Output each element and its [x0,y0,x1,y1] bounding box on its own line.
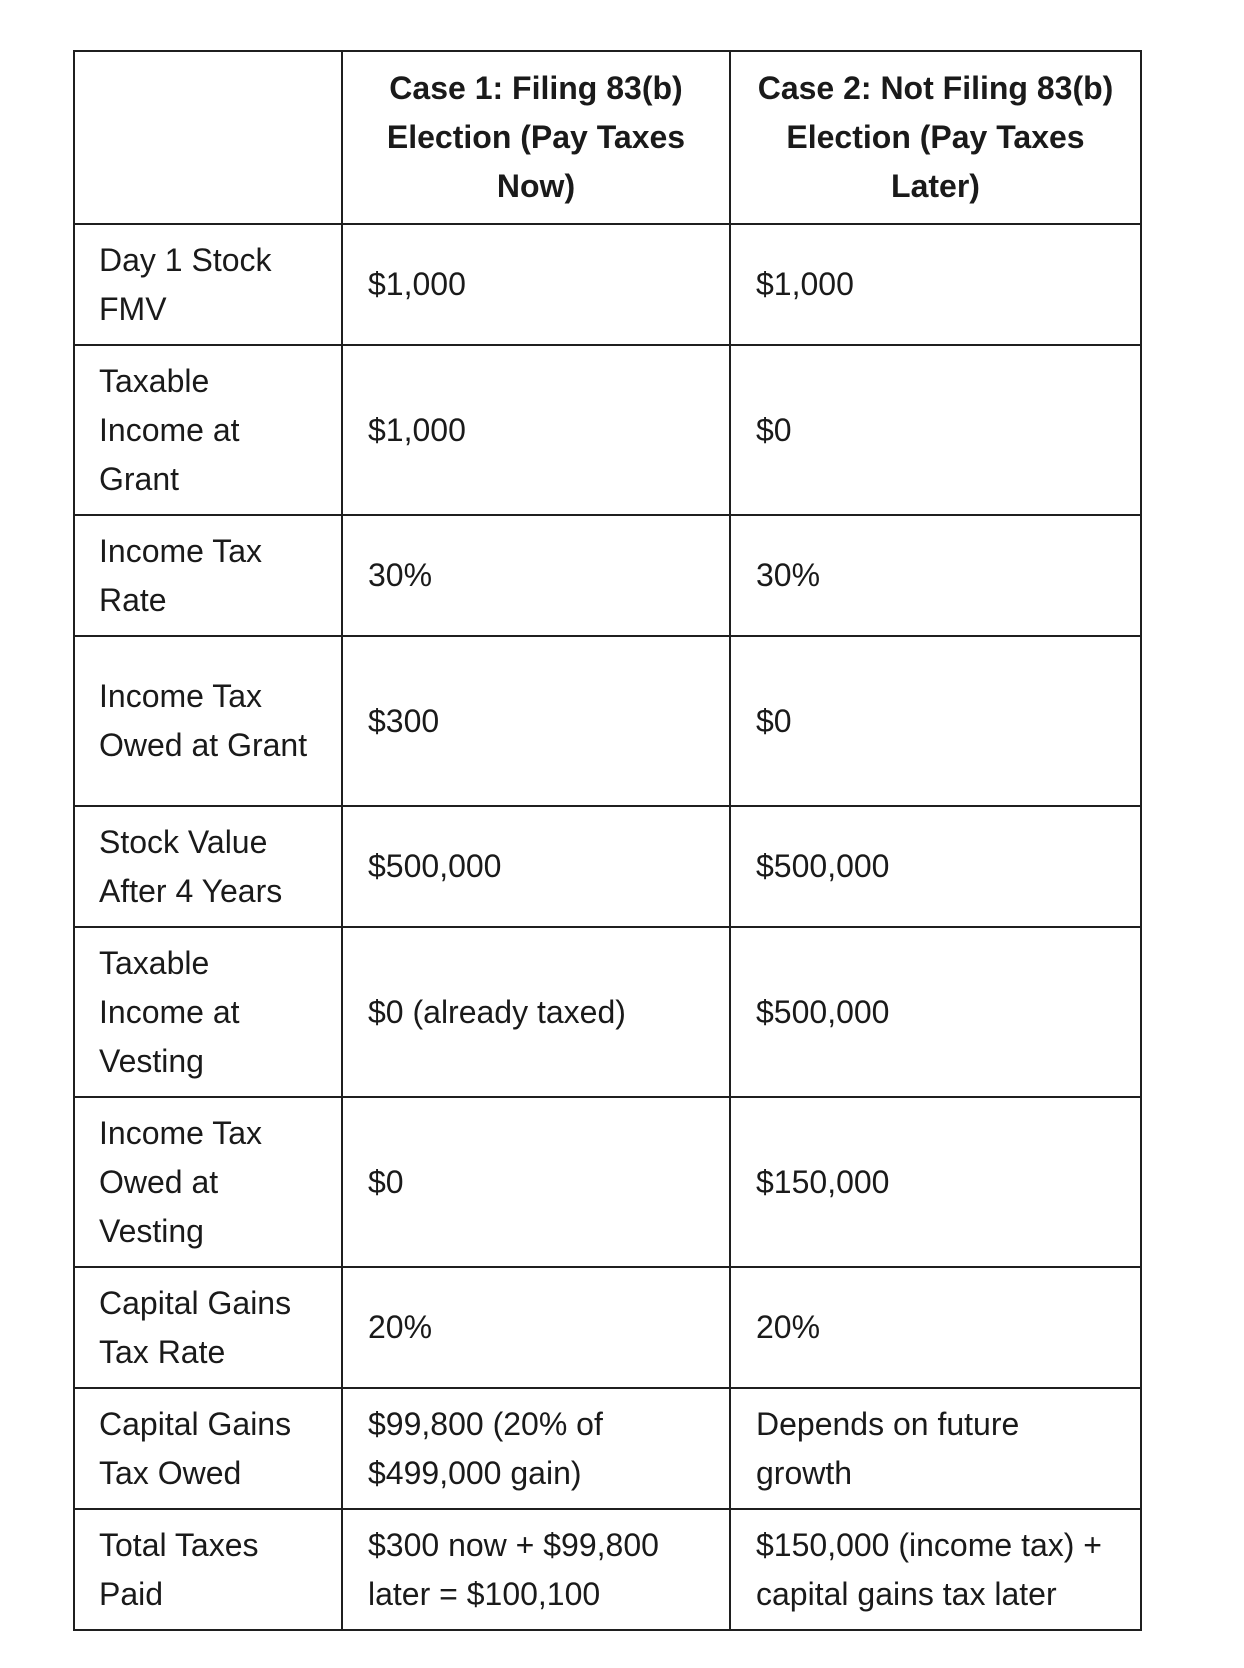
case-1-value: $0 (already taxed) [342,927,730,1097]
case-1-value: $0 [342,1097,730,1267]
row-label: Day 1 Stock FMV [74,224,342,345]
case-2-value: $150,000 (income tax) + capital gains tax later [730,1509,1141,1630]
table-row [74,636,1141,806]
table-row [74,927,1141,1097]
row-label: Income Tax Rate [74,515,342,636]
case-2-value: 30% [730,515,1141,636]
header-case-1: Case 1: Filing 83(b) Election (Pay Taxes Now) [342,51,730,224]
case-1-value: $300 [342,636,730,806]
table-row [74,806,1141,927]
header-case-2: Case 2: Not Filing 83(b) Election (Pay Taxes Later) [730,51,1141,224]
case-2-value: $500,000 [730,927,1141,1097]
case-1-value: 30% [342,515,730,636]
case-2-value: $500,000 [730,806,1141,927]
row-label: Capital Gains Tax Rate [74,1267,342,1388]
table-row [74,1509,1141,1630]
header-row [74,51,1141,224]
table-row [74,224,1141,345]
row-label: Taxable Income at Grant [74,345,342,515]
case-2-value: $0 [730,345,1141,515]
case-1-value: $1,000 [342,345,730,515]
case-2-value: $150,000 [730,1097,1141,1267]
comparison-table [73,50,1142,1631]
header-blank-cell [74,51,342,224]
case-2-value: $1,000 [730,224,1141,345]
row-label: Total Taxes Paid [74,1509,342,1630]
case-1-value: $300 now + $99,800 later = $100,100 [342,1509,730,1630]
case-2-value: 20% [730,1267,1141,1388]
table-row [74,345,1141,515]
table-row [74,1388,1141,1509]
case-1-value: $99,800 (20% of $499,000 gain) [342,1388,730,1509]
case-1-value: 20% [342,1267,730,1388]
row-label: Taxable Income at Vesting [74,927,342,1097]
case-2-value: $0 [730,636,1141,806]
table-row [74,515,1141,636]
row-label: Capital Gains Tax Owed [74,1388,342,1509]
case-1-value: $1,000 [342,224,730,345]
table-row [74,1097,1141,1267]
row-label: Stock Value After 4 Years [74,806,342,927]
table-row [74,1267,1141,1388]
row-label: Income Tax Owed at Grant [74,636,342,806]
case-1-value: $500,000 [342,806,730,927]
row-label: Income Tax Owed at Vesting [74,1097,342,1267]
case-2-value: Depends on future growth [730,1388,1141,1509]
